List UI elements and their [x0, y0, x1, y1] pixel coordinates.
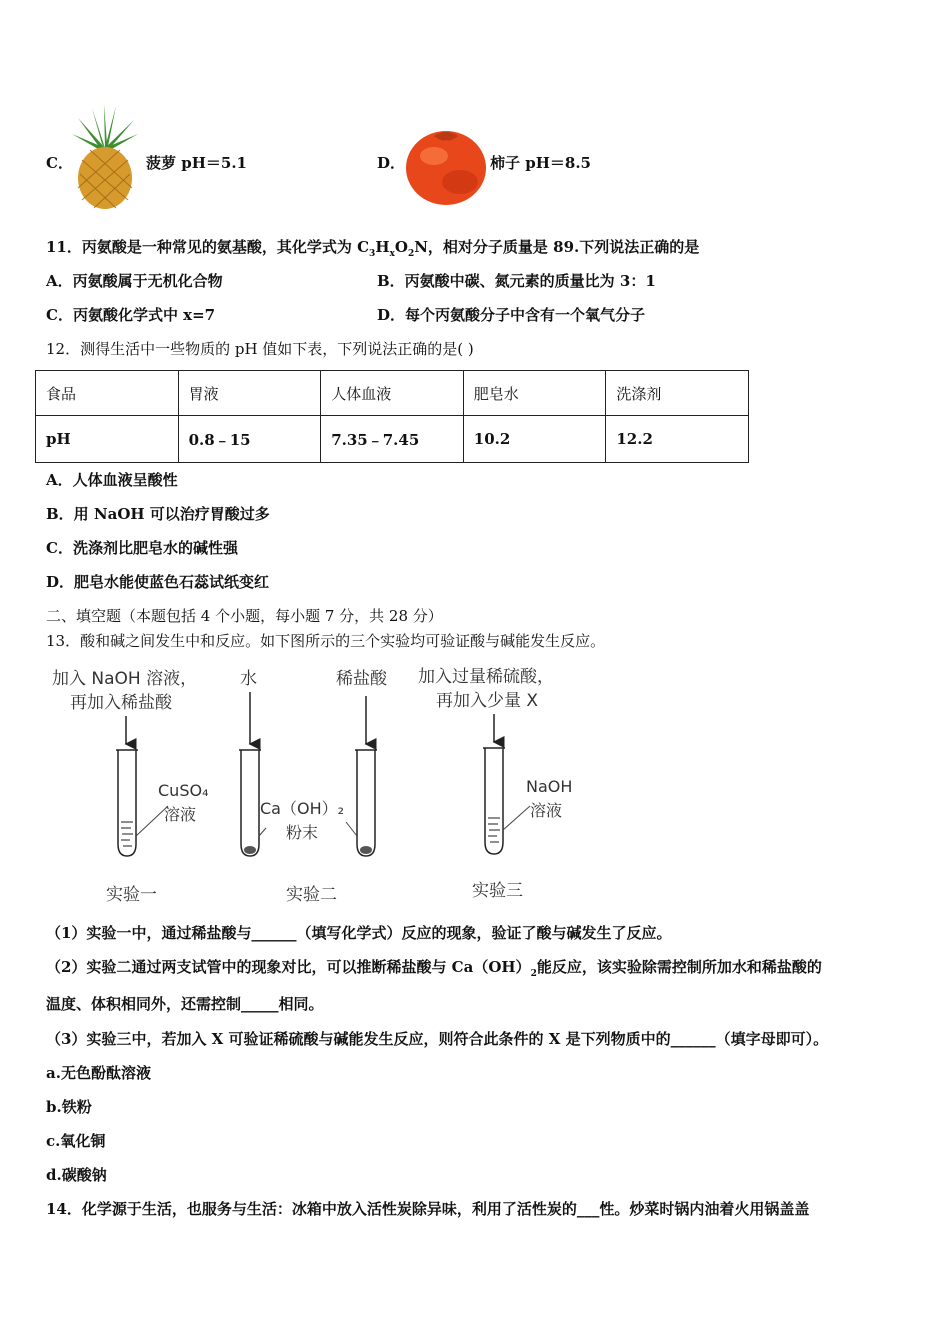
exp3-solution-line1: NaOH	[526, 777, 573, 796]
q13-option-a: a.无色酚酞溶液	[46, 1064, 151, 1082]
q11-option-b: B．丙氨酸中碳、氮元素的质量比为 3：1	[377, 272, 656, 290]
q12-stem: 12．测得生活中一些物质的 pH 值如下表，下列说法正确的是( )	[46, 340, 474, 358]
pineapple-image	[72, 104, 138, 214]
exp2-water-label: 水	[240, 669, 257, 689]
exp1-label: 实验一	[106, 885, 157, 905]
exp1-solution-line2: 溶液	[164, 805, 197, 824]
table-cell: 胃液	[178, 371, 321, 416]
option-d-letter: D．	[377, 154, 406, 172]
table-header-row	[36, 371, 749, 416]
q14-stem: 14．化学源于生活，也服务与生活：冰箱中放入活性炭除异味，利用了活性炭的___性。炒菜时锅内油着火用锅盖盖	[46, 1200, 810, 1218]
q13-option-c: c.氧化铜	[46, 1132, 106, 1150]
q13-part1: （1）实验一中，通过稀盐酸与______（填写化学式）反应的现象，验证了酸与碱发生了反应。	[46, 924, 672, 942]
ph-table	[35, 370, 749, 463]
table-cell: 食品	[36, 371, 179, 416]
exp2-right-powder	[360, 846, 372, 854]
q13-stem: 13．酸和碱之间发生中和反应。如下图所示的三个实验均可验证酸与碱能发生反应。	[46, 632, 606, 650]
exp2-left-tube	[241, 750, 259, 856]
q13-part2-cont: 温度、体积相同外，还需控制_____相同。	[46, 995, 324, 1013]
q13-part2: （2）实验二通过两支试管中的现象对比，可以推断稀盐酸与 $Ca(OH)_2$能反应，该实验除需控制所加水和稀盐酸的	[46, 958, 822, 979]
table-cell: 10.2	[463, 416, 606, 463]
section-heading: 二、填空题（本题包括 4 个小题，每小题 7 分，共 28 分）	[46, 607, 443, 625]
exp1-add-line1: 加入 NaOH 溶液，	[52, 669, 198, 689]
q13-part3: （3）实验三中，若加入 X 可验证稀硫酸与碱能发生反应，则符合此条件的 X 是下列物质中的______（填字母即可）。	[46, 1030, 829, 1048]
exp1-solution-line1: CuSO₄	[158, 781, 209, 800]
q12-option-d: D．肥皂水能使蓝色石蕊试纸变红	[46, 573, 270, 591]
table-cell: 7.35﹣7.45	[321, 416, 464, 463]
table-cell: 肥皂水	[463, 371, 606, 416]
exp2-left-powder	[244, 846, 256, 854]
q12-option-c: C．洗涤剂比肥皂水的碱性强	[46, 539, 238, 557]
exp3-liquid	[488, 818, 500, 842]
option-c-text: 菠萝 pH＝5.1	[146, 154, 247, 172]
option-c-letter: C．	[46, 154, 73, 172]
exp2-acid-label: 稀盐酸	[336, 669, 387, 689]
exp3-add-line1: 加入过量稀硫酸，	[418, 667, 554, 687]
exp3-solution-line2: 溶液	[530, 801, 563, 820]
q12-option-a: A．人体血液呈酸性	[46, 471, 178, 489]
table-cell: 0.8﹣15	[178, 416, 321, 463]
exp3-label: 实验三	[472, 881, 523, 901]
experiment-figure	[40, 660, 600, 914]
exp2-solid-line2: 粉末	[286, 823, 319, 842]
table-cell: 人体血液	[321, 371, 464, 416]
exp3-add-line2: 再加入少量 X	[436, 691, 539, 711]
table-cell: pH	[36, 416, 179, 463]
persimmon-image	[404, 124, 488, 212]
option-d-text: 柿子 pH＝8.5	[490, 154, 591, 172]
exp3-test-tube	[485, 748, 503, 854]
table-cell: 12.2	[606, 416, 749, 463]
exp2-solid-line1: Ca（OH）₂	[260, 799, 345, 818]
q13-option-d: d.碳酸钠	[46, 1166, 107, 1184]
table-row	[36, 416, 749, 463]
q11-option-d: D．每个丙氨酸分子中含有一个氧气分子	[377, 306, 646, 324]
q11-option-c: C．丙氨酸化学式中 x=7	[46, 306, 216, 324]
table-cell: 洗涤剂	[606, 371, 749, 416]
exp2-label: 实验二	[286, 885, 337, 905]
exp2-right-tube	[357, 750, 375, 856]
q11-option-a: A．丙氨酸属于无机化合物	[46, 272, 223, 290]
q11-stem: 11．丙氨酸是一种常见的氨基酸，其化学式为 $C_3H_xO_2N$，相对分子质量是 89.下列说法正确的是	[46, 238, 700, 259]
exp1-add-line2: 再加入稀盐酸	[70, 693, 172, 713]
exp1-liquid	[121, 822, 133, 846]
q12-option-b: B．用 NaOH 可以治疗胃酸过多	[46, 505, 270, 523]
q13-option-b: b.铁粉	[46, 1098, 92, 1116]
